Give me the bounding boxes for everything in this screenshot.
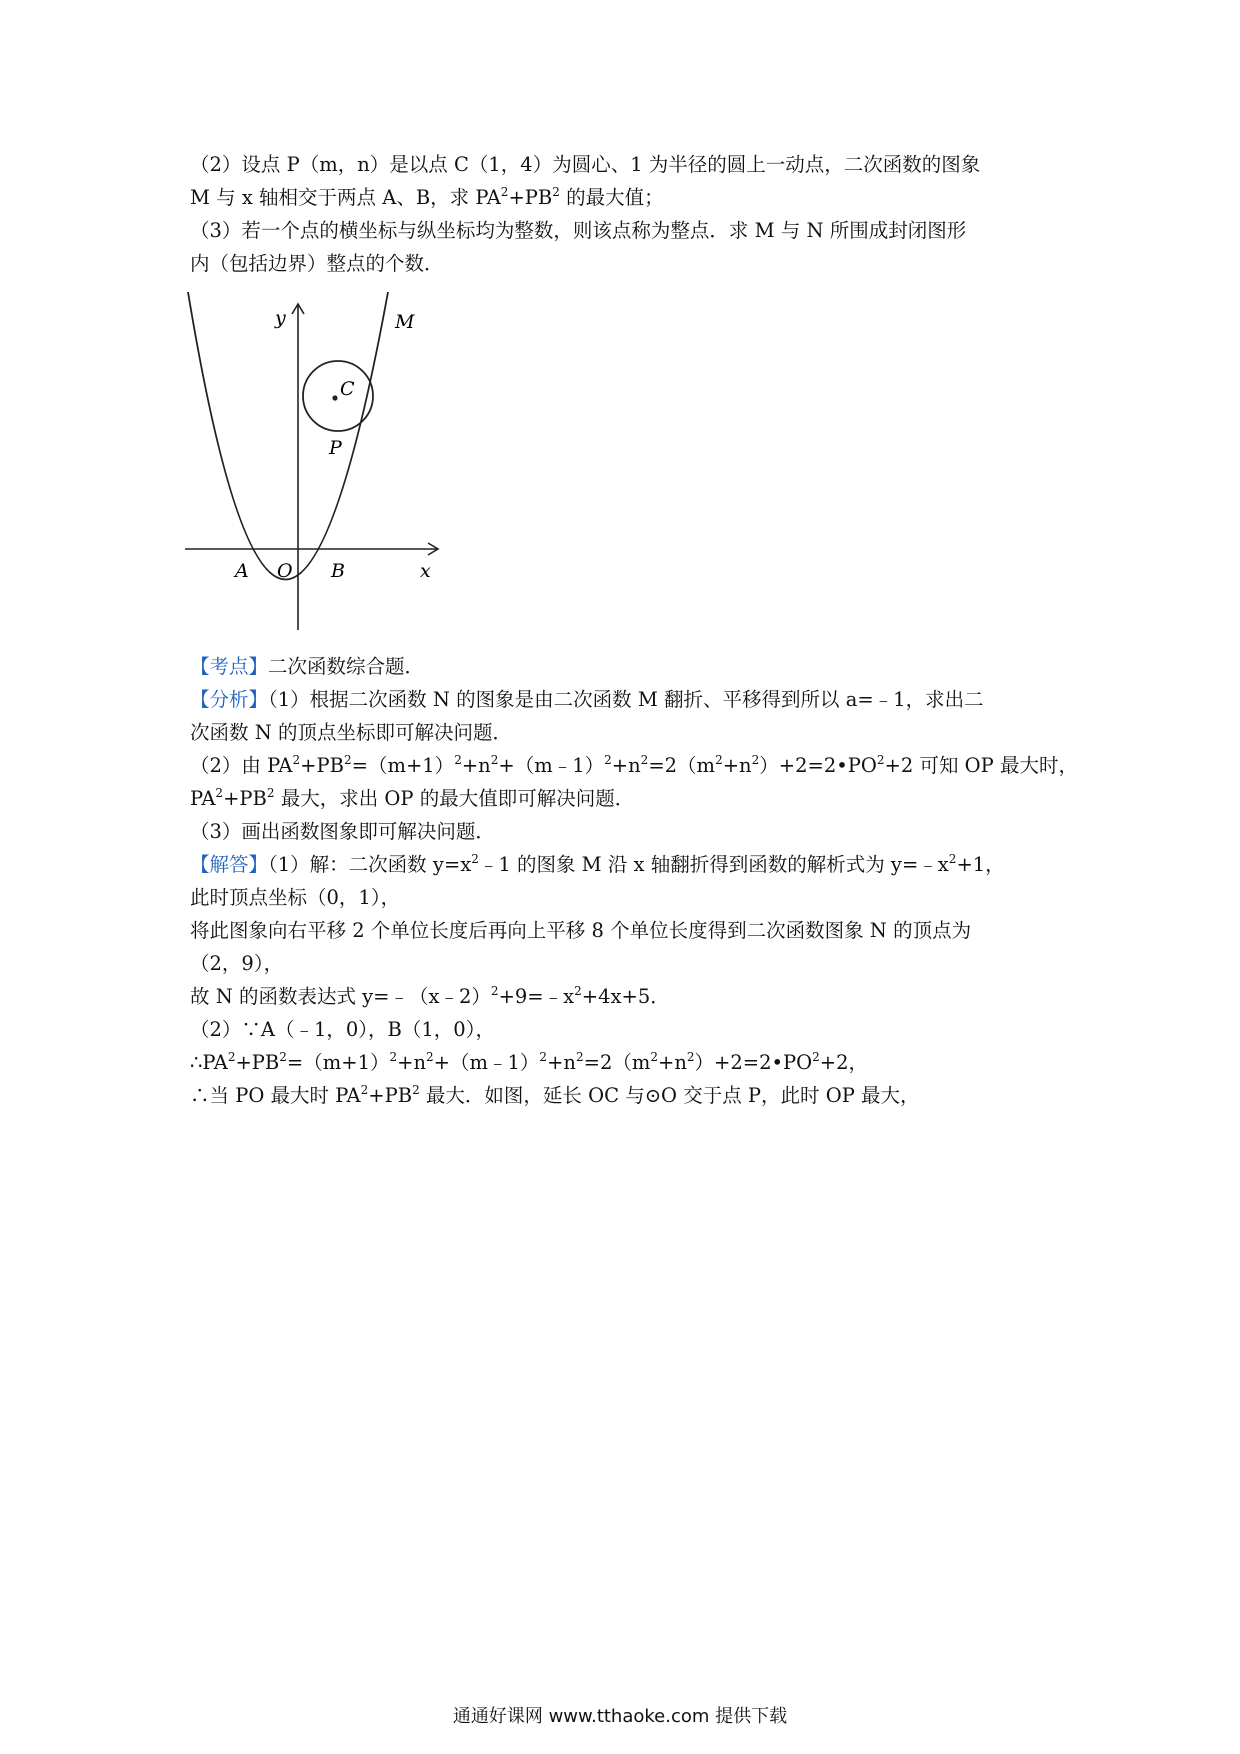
text-run: +n: [397, 1051, 427, 1074]
superscript: 2: [751, 753, 760, 767]
superscript: 2: [215, 786, 224, 800]
circle-c: [303, 361, 373, 431]
text-run: 二次函数综合题．: [268, 655, 425, 678]
text-run: （3）画出函数图象即可解决问题．: [190, 820, 495, 843]
text-run: （2）由 PA: [190, 754, 293, 777]
center-c-point: [332, 395, 337, 400]
superscript: 2: [812, 1050, 820, 1064]
text-run: ）+2=2•PO: [759, 754, 877, 777]
text-run: PA: [190, 787, 216, 810]
text-run: +n: [461, 754, 491, 777]
text-run: ﹣1 的图象 M 沿 x 轴翻折得到函数的解析式为 y=﹣x: [478, 853, 949, 876]
superscript: 2: [552, 185, 560, 199]
superscript: 2: [279, 1050, 287, 1064]
text-run: 次函数 N 的顶点坐标即可解决问题．: [190, 721, 512, 744]
superscript: 2: [454, 753, 462, 767]
label-p: P: [329, 437, 342, 459]
superscript: 2: [686, 1050, 695, 1064]
label-o: O: [277, 560, 293, 582]
question-2-line-2: [190, 181, 1060, 214]
superscript: 2: [604, 753, 612, 767]
label-m: M: [395, 311, 415, 333]
superscript: 2: [292, 753, 301, 767]
text-run: ∴当 PO 最大时 PA: [190, 1084, 361, 1107]
parabola-m: [188, 292, 388, 580]
superscript: 2: [715, 753, 723, 767]
superscript: 2: [948, 852, 957, 866]
label-y: y: [275, 307, 286, 329]
text-run: =（m+1）: [286, 1051, 390, 1074]
superscript: 2: [574, 984, 582, 998]
fenxi-line-5: [190, 815, 1060, 848]
fenxi-line-2: [190, 716, 1060, 749]
fenxi-line-4: [190, 782, 1060, 815]
fenxi-line-3: [190, 749, 1078, 782]
text-run: +n: [611, 754, 641, 777]
text-run: （2，9），: [190, 952, 284, 975]
text-run: ）+2=2•PO: [694, 1051, 813, 1074]
superscript: 2: [490, 753, 499, 767]
superscript: 2: [539, 1050, 548, 1064]
text-run: +4x+5．: [581, 985, 670, 1008]
text-run: =2（m: [648, 754, 716, 777]
text-run: +2 可知 OP 最大时，: [884, 754, 1078, 777]
text-run: （1）解：二次函数 y=x: [268, 853, 472, 876]
superscript: 2: [490, 984, 499, 998]
jieda-line-5: [190, 980, 1060, 1013]
kaodian-line: [190, 650, 1060, 683]
superscript: 2: [500, 185, 509, 199]
superscript: 2: [471, 852, 479, 866]
label-c: C: [340, 378, 355, 400]
label-x: x: [420, 560, 431, 582]
superscript: 2: [650, 1050, 658, 1064]
parabola-figure: [185, 292, 445, 630]
text-run: +n: [722, 754, 752, 777]
text-run: +9=﹣x: [498, 985, 575, 1008]
superscript: 2: [389, 1050, 398, 1064]
superscript: 2: [266, 786, 275, 800]
text-run: +PB: [300, 754, 344, 777]
text-run: +2，: [819, 1051, 869, 1074]
text-run: +1，: [956, 853, 1005, 876]
fenxi-tag: 【分析】: [190, 688, 269, 711]
text-run: （2）设点 P（m，n）是以点 C（1，4）为圆心、1 为半径的圆上一动点，二次函数的图象: [190, 153, 981, 176]
text-run: （3）若一个点的横坐标与纵坐标均为整数，则该点称为整点．求 M 与 N 所围成封闭图形: [190, 219, 967, 242]
footer-credit: 通通好课网 www.tthaoke.com 提供下载: [452, 1706, 788, 1727]
text-run: =2（m: [583, 1051, 651, 1074]
text-run: +PB: [223, 787, 267, 810]
jieda-line-2: [190, 881, 1060, 914]
jieda-line-7: [190, 1046, 1060, 1079]
jieda-line-1: [190, 848, 1060, 881]
superscript: 2: [343, 753, 352, 767]
superscript: 2: [360, 1083, 369, 1097]
text-run: M 与 x 轴相交于两点 A、B，求 PA: [190, 186, 501, 209]
jieda-line-4: [190, 947, 1060, 980]
text-run: 将此图象向右平移 2 个单位长度后再向上平移 8 个单位长度得到二次函数图象 N 的顶点为: [190, 919, 972, 942]
label-a: A: [235, 560, 249, 582]
text-run: +（m﹣1）: [498, 754, 605, 777]
kaodian-tag: 【考点】: [190, 655, 269, 678]
superscript: 2: [640, 753, 649, 767]
jieda-line-8: [190, 1079, 1060, 1112]
text-run: 故 N 的函数表达式 y=﹣（x﹣2）: [190, 985, 491, 1008]
text-run: ∴PA: [190, 1051, 228, 1074]
text-run: +PB: [368, 1084, 413, 1107]
text-run: 最大，求出 OP 的最大值即可解决问题．: [274, 787, 635, 810]
text-run: +（m﹣1）: [433, 1051, 540, 1074]
question-2-line-1: [190, 148, 1060, 181]
superscript: 2: [412, 1083, 420, 1097]
superscript: 2: [227, 1050, 236, 1064]
text-run: 最大．如图，延长 OC 与⊙O 交于点 P，此时 OP 最大，: [419, 1084, 920, 1107]
text-run: 内（包括边界）整点的个数．: [190, 252, 444, 275]
superscript: 2: [876, 753, 885, 767]
jieda-line-6: [190, 1013, 1060, 1046]
label-b: B: [331, 560, 345, 582]
text-run: 此时顶点坐标（0，1），: [190, 886, 401, 909]
superscript: 2: [575, 1050, 584, 1064]
text-run: +PB: [508, 186, 553, 209]
question-3-line-2: [190, 247, 1060, 280]
text-run: =（m+1）: [351, 754, 455, 777]
text-run: （1）根据二次函数 N 的图象是由二次函数 M 翻折、平移得到所以 a=﹣1，求出二: [268, 688, 984, 711]
text-run: 的最大值；: [559, 186, 664, 209]
superscript: 2: [426, 1050, 434, 1064]
text-run: +n: [547, 1051, 576, 1074]
jieda-line-3: [190, 914, 1060, 947]
jieda-tag: 【解答】: [190, 853, 269, 876]
fenxi-line-1: [190, 683, 1060, 716]
text-run: （2）∵A（﹣1，0），B（1，0），: [190, 1018, 495, 1041]
text-run: +PB: [235, 1051, 280, 1074]
question-3-line-1: [190, 214, 1060, 247]
text-run: +n: [658, 1051, 687, 1074]
